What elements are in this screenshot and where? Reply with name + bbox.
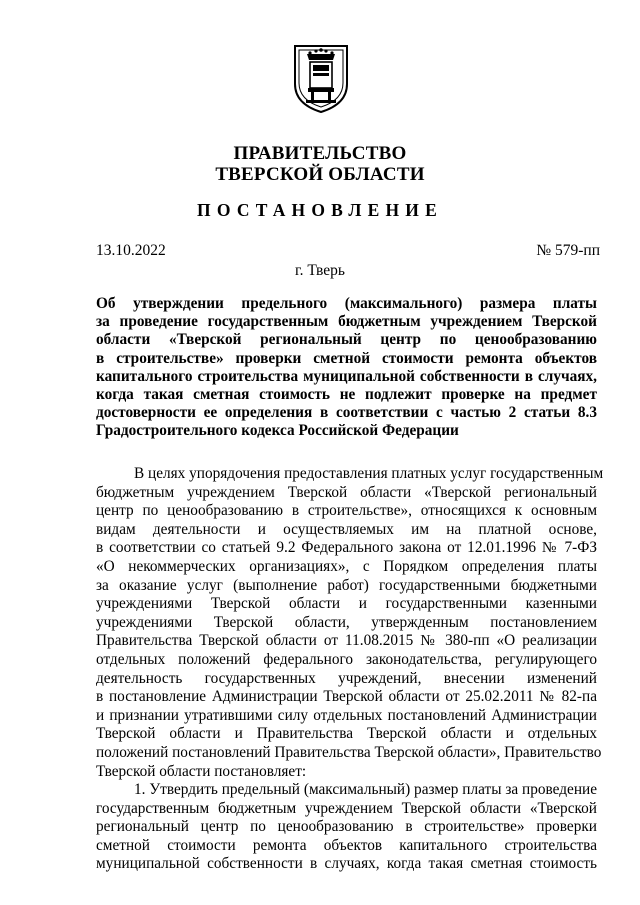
body-line: учреждениями Тверской области и государственными казенными xyxy=(96,595,597,613)
subject-line: когда такая сметная стоимость не подлежит проверке на предмет xyxy=(96,385,597,403)
body-line: региональный центр по ценообразованию в строительстве» проверки xyxy=(96,818,597,836)
coat-of-arms-icon xyxy=(292,40,350,114)
subject-line: Об утверждении предельного (максимального) размера платы xyxy=(96,295,597,312)
government-name-line1: ПРАВИТЕЛЬСТВО xyxy=(233,143,407,164)
document-type-title: ПОСТАНОВЛЕНИЕ xyxy=(197,200,443,220)
body-line: в соответствии со статьей 9.2 Федерального закона от 12.01.1996 № 7-ФЗ xyxy=(96,539,597,557)
body-line: Правительства Тверской области от 11.08.2015 № 380-пп «О реализации xyxy=(96,632,597,650)
subject-line: достоверности ее определения в соответствии с частью 2 статьи 8.3 xyxy=(96,404,597,422)
body-line: и признании утратившими силу отдельных постановлений Администрации xyxy=(96,706,597,724)
subject-line: в строительстве» проверки сметной стоимости ремонта объектов xyxy=(96,349,597,367)
document-body xyxy=(96,465,604,874)
subject-line: за проведение государственным бюджетным учреждением Тверской xyxy=(96,313,597,331)
body-line: муниципальной собственности в случаях, когда такая сметная стоимость xyxy=(96,855,597,873)
subject-line: капитального строительства муниципальной собственности в случаях, xyxy=(96,367,597,385)
body-line: отдельных положений федерального законодательства, регулирующего xyxy=(96,650,597,668)
body-line: Тверской области постановляет: xyxy=(96,762,307,780)
body-line: учреждениями Тверской области, утвержденным постановлением xyxy=(96,613,597,631)
body-line: центр по ценообразованию в строительстве», относящихся к основным xyxy=(96,502,597,520)
body-line: в постановление Администрации Тверской области от 25.02.2011 № 82-па xyxy=(96,688,597,706)
body-line: деятельность государственных учреждений, внесении изменений xyxy=(96,669,597,687)
body-line: В целях упорядочения предоставления платных услуг государственным xyxy=(134,465,604,482)
body-line: за оказание услуг (выполнение работ) государственными бюджетными xyxy=(96,576,597,594)
document-date: 13.10.2022 xyxy=(96,242,166,259)
government-name-line2: ТВЕРСКОЙ ОБЛАСТИ xyxy=(215,164,425,185)
body-line: положений постановлений Правительства Тверской области», Правительство xyxy=(96,743,602,761)
subject-line: области «Тверской региональный центр по ценообразованию xyxy=(96,331,597,349)
body-line: сметной стоимости ремонта объектов капитального строительства xyxy=(96,836,597,854)
document-subject xyxy=(96,295,597,441)
subject-line: Градостроительного кодекса Российской Федерации xyxy=(96,422,459,440)
body-line: «О некоммерческих организациях», с Порядком определения платы xyxy=(96,557,597,575)
document-number: № 579-пп xyxy=(536,242,600,259)
body-line: видам деятельности и осуществляемых им на платной основе, xyxy=(96,520,597,538)
body-line: Тверской области и Правительства Тверской области и отдельных xyxy=(96,725,597,743)
body-line: бюджетным учреждением Тверской области «Тверской региональный xyxy=(96,483,597,501)
document-city: г. Тверь xyxy=(295,262,345,279)
body-line: 1. Утвердить предельный (максимальный) размер платы за проведение xyxy=(134,781,597,799)
body-line: государственным бюджетным учреждением Тверской области «Тверской xyxy=(96,799,597,817)
